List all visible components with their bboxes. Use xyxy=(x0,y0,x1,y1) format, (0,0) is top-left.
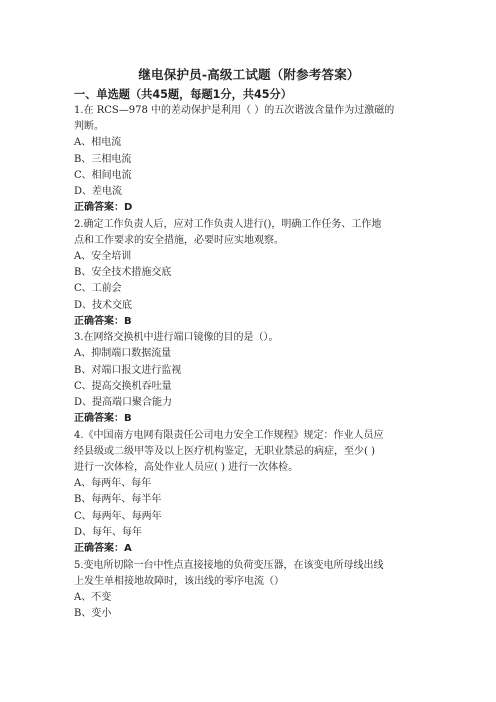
question-2-option-b: B、安全技术措施交底 xyxy=(74,267,172,279)
question-3-option-d: D、提高端口聚合能力 xyxy=(74,397,173,409)
question-3-option-b: B、对端口报文进行监视 xyxy=(74,364,182,376)
question-1 xyxy=(74,103,424,217)
document-title: 继电保护员-高级工试题（附参考答案） xyxy=(138,67,360,82)
question-3-stem-line-1: 3.在网络交换机中进行端口镜像的目的是（）。 xyxy=(74,332,279,344)
question-2-option-d: D、技术交底 xyxy=(74,299,133,311)
document-page xyxy=(74,66,424,622)
question-3-option-c: C、提高交换机吞吐量 xyxy=(74,380,172,392)
question-2-option-a: A、安全培训 xyxy=(74,251,132,263)
question-4 xyxy=(74,428,424,558)
question-2-stem-line-1: 2.确定工作负责人后，应对工作负责人进行()，明确工作任务、工作地 xyxy=(74,218,382,230)
question-1-stem-line-2: 判断。 xyxy=(74,121,104,133)
question-4-answer: 正确答案：A xyxy=(74,543,132,555)
question-1-option-b: B、三相电流 xyxy=(74,153,132,165)
question-1-stem-line-1: 1.在 RCS—978 中的差动保护是利用（ ）的五次谐波含量作为过激磁的 xyxy=(74,105,395,116)
question-5-stem-line-2: 上发生单相接地故障时，该出线的零序电流（） xyxy=(74,575,284,587)
question-2-option-c: C、工前会 xyxy=(74,283,122,295)
question-4-option-c: C、每两年、每两年 xyxy=(74,510,162,522)
question-3 xyxy=(74,330,424,427)
question-1-answer: 正确答案：D xyxy=(74,202,133,214)
question-4-stem-line-1: 4.《中国南方电网有限责任公司电力安全工作规程》规定：作业人员应 xyxy=(74,429,384,441)
question-2 xyxy=(74,217,424,331)
question-4-stem-line-3: 进行一次体检，高处作业人员应( ) 进行一次体检。 xyxy=(74,462,299,474)
question-5-option-a: A、不变 xyxy=(74,591,112,603)
question-4-option-a: A、每两年、每年 xyxy=(74,478,152,490)
question-1-option-c: C、相间电流 xyxy=(74,169,132,181)
question-4-option-d: D、每年、每年 xyxy=(74,526,143,538)
question-1-option-d: D、差电流 xyxy=(74,186,123,198)
question-2-stem-line-2: 点和工作要求的安全措施，必要时应实地观察。 xyxy=(74,234,284,246)
question-5-stem-line-1: 5.变电所切除一台中性点直接接地的负荷变压器，在该变电所母线出线 xyxy=(74,559,384,571)
question-1-option-a: A、相电流 xyxy=(74,137,122,149)
question-2-answer: 正确答案：B xyxy=(74,315,132,327)
question-5-option-b: B、变小 xyxy=(74,608,112,620)
question-3-option-a: A、抑制端口数据流量 xyxy=(74,348,172,360)
question-5 xyxy=(74,558,424,623)
question-4-option-b: B、每两年、每半年 xyxy=(74,494,162,506)
question-3-answer: 正确答案：B xyxy=(74,413,132,425)
question-4-stem-line-2: 经县级或二级甲等及以上医疗机构鉴定，无职业禁忌的病症，至少( ) xyxy=(74,445,375,457)
section-heading: 一、单选题（共45题，每题1分，共45分） xyxy=(74,88,292,101)
